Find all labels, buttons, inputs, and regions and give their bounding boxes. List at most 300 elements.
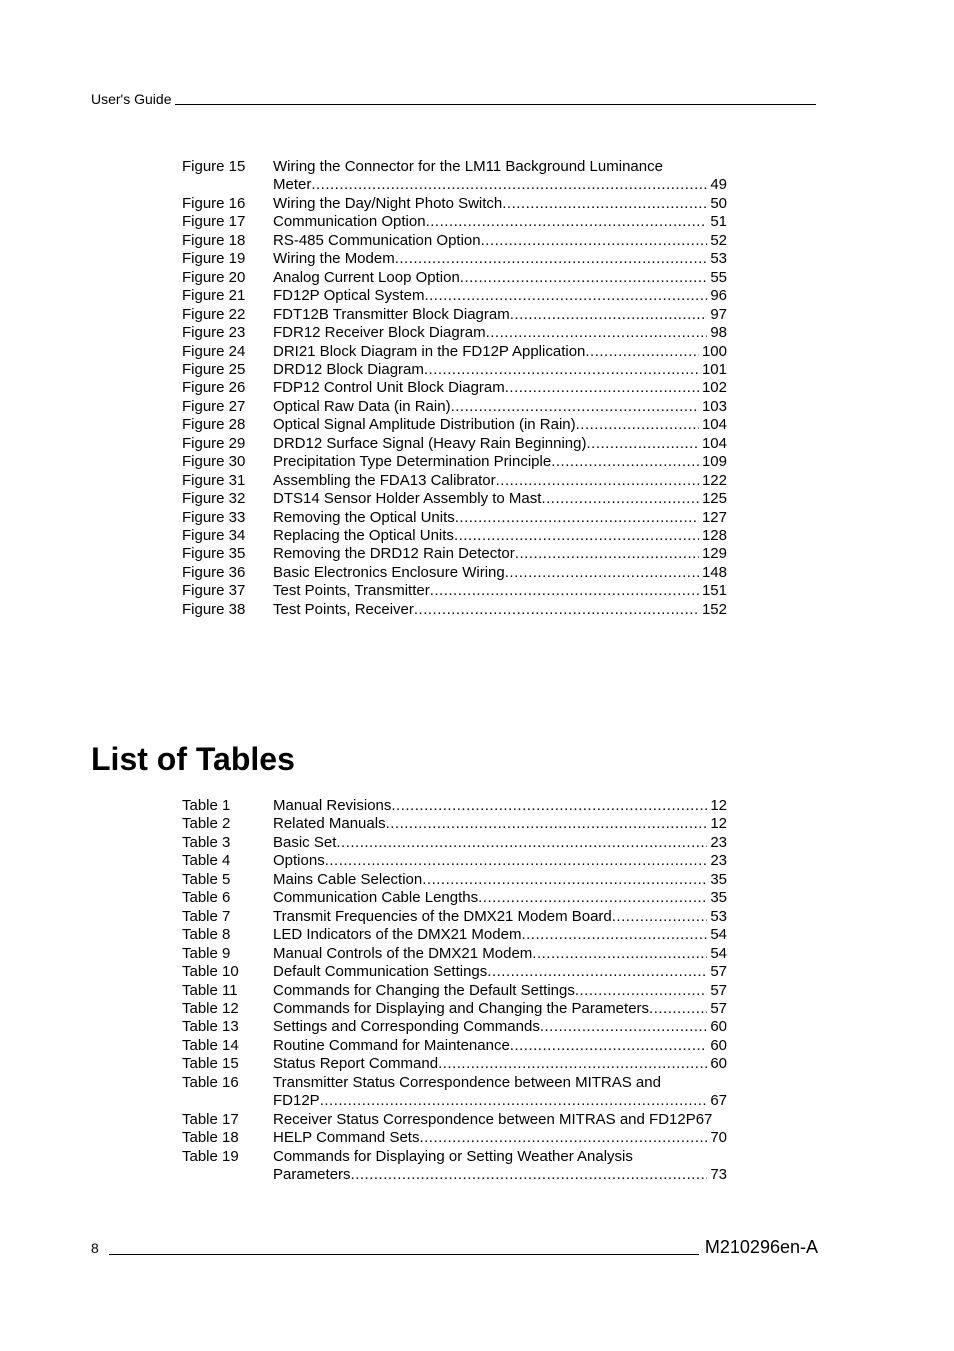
- entry-title: DRD12 Surface Signal (Heavy Rain Beginning): [273, 434, 587, 452]
- entry-line: [273, 889, 727, 907]
- entry-page: 60: [710, 1018, 727, 1036]
- entry-number: Table 2: [182, 815, 231, 833]
- entry-page: 152: [701, 600, 727, 618]
- dot-leader: [521, 926, 707, 944]
- entry-line: [273, 908, 727, 926]
- entry-line: [273, 545, 727, 563]
- entry-number: Figure 29: [182, 434, 246, 452]
- entry-number: Figure 38: [182, 600, 246, 618]
- entry-number: Table 7: [182, 907, 231, 925]
- entry-body: [273, 1018, 727, 1036]
- figure-entry[interactable]: [182, 195, 727, 213]
- table-entry[interactable]: [182, 1111, 727, 1129]
- entry-page: 57: [710, 999, 727, 1017]
- entry-page: 128: [701, 527, 727, 545]
- entry-body: [273, 343, 727, 361]
- entry-body: [273, 287, 727, 305]
- entry-title: HELP Command Sets: [273, 1129, 420, 1147]
- entry-page: 35: [710, 889, 727, 907]
- entry-title: Removing the Optical Units: [273, 508, 455, 526]
- entry-line: [273, 306, 727, 324]
- dot-leader: [455, 509, 699, 527]
- entry-page: 67: [710, 1092, 727, 1110]
- entry-title: Optical Signal Amplitude Distribution (in Rain): [273, 416, 576, 434]
- entry-title: DTS14 Sensor Holder Assembly to Mast: [273, 490, 542, 508]
- entry-title: Communication Option: [273, 213, 426, 231]
- entry-title: Transmit Frequencies of the DMX21 Modem Board: [273, 907, 612, 925]
- list-of-tables-heading: List of Tables: [91, 741, 295, 777]
- entry-page: 98: [710, 324, 727, 342]
- entry-page: 53: [710, 907, 727, 925]
- entry-line: [273, 797, 727, 815]
- entry-number: Figure 37: [182, 582, 246, 600]
- entry-body: [273, 1148, 727, 1185]
- entry-number: Table 6: [182, 889, 231, 907]
- entry-number: Figure 17: [182, 213, 246, 231]
- entry-number: Table 13: [182, 1018, 239, 1036]
- entry-number: Table 9: [182, 944, 231, 962]
- entry-page: 67: [695, 1110, 713, 1128]
- table-entry[interactable]: [182, 982, 727, 1000]
- entry-page: 101: [701, 360, 727, 378]
- entry-body: [273, 250, 727, 268]
- entry-number: Table 5: [182, 870, 231, 888]
- entry-page: 52: [710, 231, 727, 249]
- dot-leader: [419, 1129, 707, 1147]
- figure-entry[interactable]: [182, 361, 727, 379]
- figure-entry[interactable]: [182, 232, 727, 250]
- entry-body: [273, 852, 727, 870]
- entry-title: Options: [273, 852, 325, 870]
- entry-page: 49: [710, 176, 727, 194]
- entry-body: [273, 472, 727, 490]
- entry-line: [273, 1074, 727, 1092]
- figure-entry[interactable]: [182, 490, 727, 508]
- entry-body: [273, 963, 727, 981]
- entry-line: [273, 269, 727, 287]
- entry-line: [273, 926, 727, 944]
- entry-title: DRD12 Block Diagram: [273, 360, 424, 378]
- entry-number: Figure 24: [182, 342, 246, 360]
- entry-line: [273, 176, 727, 194]
- entry-title: FD12P Optical System: [273, 287, 425, 305]
- dot-leader: [496, 472, 699, 490]
- dot-leader: [551, 453, 699, 471]
- entry-body: [273, 1000, 727, 1018]
- figure-entry[interactable]: [182, 306, 727, 324]
- entry-page: 100: [701, 342, 727, 360]
- entry-line: [273, 871, 727, 889]
- table-entry[interactable]: [182, 797, 727, 815]
- table-entry[interactable]: [182, 963, 727, 981]
- entry-page: 12: [710, 797, 727, 814]
- entry-body: [273, 1055, 727, 1073]
- entry-title: Basic Electronics Enclosure Wiring: [273, 563, 505, 581]
- entry-line: [273, 343, 727, 361]
- entry-number: Table 15: [182, 1055, 239, 1073]
- entry-number: Figure 23: [182, 324, 246, 342]
- entry-number: Figure 31: [182, 471, 246, 489]
- entry-body: [273, 435, 727, 453]
- entry-body: [273, 945, 727, 963]
- entry-line: [273, 1111, 727, 1129]
- dot-leader: [430, 582, 699, 600]
- figure-entry[interactable]: [182, 582, 727, 600]
- entry-title: Wiring the Day/Night Photo Switch: [273, 194, 503, 212]
- entry-page: 129: [701, 545, 727, 563]
- dot-leader: [424, 287, 707, 305]
- entry-number: Figure 30: [182, 453, 246, 471]
- entry-body: [273, 582, 727, 600]
- table-entry[interactable]: [182, 1074, 727, 1111]
- table-entry[interactable]: [182, 1000, 727, 1018]
- header-rule: [175, 104, 816, 105]
- entry-page: 54: [710, 926, 727, 944]
- page-number: 8: [91, 1240, 99, 1256]
- entry-page: 35: [710, 870, 727, 888]
- entry-title: Related Manuals: [273, 815, 386, 833]
- entry-page: 104: [701, 434, 727, 452]
- figure-entry[interactable]: [182, 545, 727, 563]
- entry-page: 60: [710, 1055, 727, 1073]
- entry-page: 53: [710, 250, 727, 268]
- entry-line: [273, 287, 727, 305]
- entry-title-continued: FD12P: [273, 1092, 320, 1110]
- table-entry[interactable]: [182, 1037, 727, 1055]
- entry-title: Basic Set: [273, 833, 337, 851]
- entry-page: 57: [710, 963, 727, 981]
- figure-entry[interactable]: [182, 343, 727, 361]
- figure-entry[interactable]: [182, 158, 727, 195]
- entry-title: Communication Cable Lengths: [273, 889, 479, 907]
- entry-body: [273, 416, 727, 434]
- dot-leader: [486, 324, 708, 342]
- entry-line: [273, 453, 727, 471]
- table-entry[interactable]: [182, 1055, 727, 1073]
- entry-number: Table 12: [182, 999, 239, 1017]
- entry-line: [273, 1000, 727, 1018]
- entry-line: [273, 158, 727, 176]
- entry-body: [273, 1129, 727, 1147]
- entry-title: Settings and Corresponding Commands: [273, 1018, 540, 1036]
- entry-page: 97: [710, 305, 727, 323]
- figure-entry[interactable]: [182, 398, 727, 416]
- entry-line: [273, 564, 727, 582]
- figure-entry[interactable]: [182, 509, 727, 527]
- entry-title: Precipitation Type Determination Principle: [273, 453, 552, 471]
- entry-line: [273, 852, 727, 870]
- entry-number: Figure 33: [182, 508, 246, 526]
- dot-leader: [515, 545, 699, 563]
- entry-title: Wiring the Modem: [273, 250, 395, 268]
- entry-number: Figure 27: [182, 397, 246, 415]
- table-entry[interactable]: [182, 926, 727, 944]
- dot-leader: [426, 213, 708, 231]
- entry-number: Figure 36: [182, 563, 246, 581]
- entry-line: [273, 1018, 727, 1036]
- entry-number: Figure 15: [182, 158, 246, 175]
- entry-body: [273, 324, 727, 342]
- entry-page: 102: [701, 379, 727, 397]
- figure-entry[interactable]: [182, 379, 727, 397]
- entry-line: [273, 435, 727, 453]
- entry-body: [273, 871, 727, 889]
- entry-line: [273, 945, 727, 963]
- entry-number: Table 11: [182, 981, 238, 999]
- entry-body: [273, 564, 727, 582]
- dot-leader: [325, 852, 708, 870]
- page-header: [91, 90, 816, 108]
- entry-page: 104: [701, 416, 727, 434]
- table-entry[interactable]: [182, 1148, 727, 1185]
- entry-body: [273, 379, 727, 397]
- entry-number: Figure 32: [182, 490, 246, 508]
- entry-body: [273, 815, 727, 833]
- dot-leader: [576, 416, 699, 434]
- entry-body: [273, 232, 727, 250]
- entry-title: Routine Command for Maintenance: [273, 1036, 510, 1054]
- entry-number: Table 19: [182, 1147, 239, 1165]
- entry-body: [273, 509, 727, 527]
- entry-number: Table 1: [182, 797, 231, 814]
- entry-body: [273, 490, 727, 508]
- dot-leader: [541, 490, 699, 508]
- table-entry[interactable]: [182, 871, 727, 889]
- dot-leader: [391, 797, 707, 815]
- figure-entry[interactable]: [182, 527, 727, 545]
- entry-page: 148: [701, 563, 727, 581]
- entry-line: [273, 213, 727, 231]
- entry-body: [273, 926, 727, 944]
- dot-leader: [532, 945, 707, 963]
- entry-body: [273, 545, 727, 563]
- table-entry[interactable]: [182, 834, 727, 852]
- dot-leader: [311, 176, 707, 194]
- dot-leader: [424, 361, 699, 379]
- table-entry[interactable]: [182, 908, 727, 926]
- dot-leader: [454, 527, 699, 545]
- table-entry[interactable]: [182, 1129, 727, 1147]
- entry-line: [273, 361, 727, 379]
- dot-leader: [481, 232, 708, 250]
- entry-title: LED Indicators of the DMX21 Modem: [273, 926, 522, 944]
- entry-page: 70: [710, 1129, 727, 1147]
- footer-rule: [109, 1254, 699, 1255]
- entry-body: [273, 1074, 727, 1111]
- figure-entry[interactable]: [182, 287, 727, 305]
- entry-title: Receiver Status Correspondence between MITRAS and FD12P: [273, 1110, 696, 1128]
- entry-number: Table 17: [182, 1110, 239, 1128]
- entry-number: Table 8: [182, 926, 231, 944]
- entry-title: Commands for Displaying or Setting Weather Analysis: [273, 1147, 633, 1165]
- list-of-tables: [182, 797, 727, 1184]
- entry-line: [273, 509, 727, 527]
- dot-leader: [460, 269, 708, 287]
- dot-leader: [414, 601, 699, 619]
- entry-line: [273, 982, 727, 1000]
- dot-leader: [422, 871, 707, 889]
- figure-entry[interactable]: [182, 416, 727, 434]
- dot-leader: [585, 343, 699, 361]
- entry-body: [273, 398, 727, 416]
- dot-leader: [438, 1055, 707, 1073]
- entry-line: [273, 416, 727, 434]
- entry-line: [273, 1166, 727, 1184]
- entry-body: [273, 269, 727, 287]
- dot-leader: [395, 250, 708, 268]
- entry-title: Mains Cable Selection: [273, 870, 423, 888]
- table-entry[interactable]: [182, 1018, 727, 1036]
- entry-body: [273, 158, 727, 195]
- dot-leader: [336, 834, 707, 852]
- entry-body: [273, 982, 727, 1000]
- table-entry[interactable]: [182, 852, 727, 870]
- entry-line: [273, 398, 727, 416]
- dot-leader: [510, 1037, 708, 1055]
- table-entry[interactable]: [182, 945, 727, 963]
- entry-page: 96: [710, 287, 727, 305]
- entry-page: 103: [701, 397, 727, 415]
- entry-page: 23: [710, 852, 727, 870]
- entry-title: Test Points, Transmitter: [273, 582, 430, 600]
- entry-body: [273, 889, 727, 907]
- table-entry[interactable]: [182, 815, 727, 833]
- entry-number: Table 18: [182, 1129, 239, 1147]
- entry-page: 60: [710, 1036, 727, 1054]
- entry-number: Figure 19: [182, 250, 246, 268]
- dot-leader: [510, 306, 708, 324]
- entry-title-continued: Parameters: [273, 1166, 351, 1184]
- dot-leader: [587, 435, 699, 453]
- entry-title: FDP12 Control Unit Block Diagram: [273, 379, 505, 397]
- entry-title: Test Points, Receiver: [273, 600, 414, 618]
- entry-title: DRI21 Block Diagram in the FD12P Application: [273, 342, 586, 360]
- dot-leader: [575, 982, 707, 1000]
- dot-leader: [478, 889, 707, 907]
- dot-leader: [505, 564, 699, 582]
- entry-number: Figure 26: [182, 379, 246, 397]
- entry-page: 54: [710, 944, 727, 962]
- dot-leader: [505, 379, 699, 397]
- dot-leader: [649, 1000, 707, 1018]
- entry-number: Figure 18: [182, 231, 246, 249]
- entry-number: Table 4: [182, 852, 231, 870]
- entry-body: [273, 213, 727, 231]
- entry-title-continued: Meter: [273, 176, 312, 194]
- entry-page: 122: [701, 471, 727, 489]
- entry-page: 55: [710, 268, 727, 286]
- dot-leader: [487, 963, 707, 981]
- entry-page: 127: [701, 508, 727, 526]
- entry-body: [273, 306, 727, 324]
- entry-page: 12: [710, 815, 727, 833]
- figure-entry[interactable]: [182, 453, 727, 471]
- figure-entry[interactable]: [182, 250, 727, 268]
- entry-body: [273, 834, 727, 852]
- dot-leader: [351, 1166, 708, 1184]
- entry-line: [273, 250, 727, 268]
- page-footer: [91, 1236, 818, 1258]
- entry-body: [273, 527, 727, 545]
- entry-title: Commands for Displaying and Changing the Parameters: [273, 999, 650, 1017]
- entry-title: Replacing the Optical Units: [273, 527, 454, 545]
- entry-body: [273, 195, 727, 213]
- entry-body: [273, 797, 727, 815]
- entry-page: 73: [710, 1166, 727, 1184]
- dot-leader: [502, 195, 707, 213]
- dot-leader: [540, 1018, 707, 1036]
- entry-page: 51: [710, 213, 727, 231]
- entry-line: [273, 1129, 727, 1147]
- entry-page: 125: [701, 490, 727, 508]
- entry-body: [273, 1037, 727, 1055]
- figure-entry[interactable]: [182, 324, 727, 342]
- entry-line: [273, 472, 727, 490]
- figure-entry[interactable]: [182, 564, 727, 582]
- figure-entry[interactable]: [182, 435, 727, 453]
- entry-page: 23: [710, 833, 727, 851]
- entry-number: Table 14: [182, 1036, 239, 1054]
- entry-line: [273, 815, 727, 833]
- entry-line: [273, 1092, 727, 1110]
- entry-title: RS-485 Communication Option: [273, 231, 481, 249]
- entry-line: [273, 1037, 727, 1055]
- entry-title: Manual Revisions: [273, 797, 392, 814]
- figure-entry[interactable]: [182, 601, 727, 619]
- entry-number: Figure 28: [182, 416, 246, 434]
- figure-entry[interactable]: [182, 269, 727, 287]
- entry-body: [273, 453, 727, 471]
- entry-number: Figure 35: [182, 545, 246, 563]
- entry-line: [273, 834, 727, 852]
- entry-line: [273, 232, 727, 250]
- entry-line: [273, 1148, 727, 1166]
- entry-line: [273, 490, 727, 508]
- entry-page: 57: [710, 981, 727, 999]
- entry-title: Analog Current Loop Option: [273, 268, 460, 286]
- entry-line: [273, 195, 727, 213]
- figure-entry[interactable]: [182, 213, 727, 231]
- entry-number: Figure 25: [182, 360, 246, 378]
- entry-number: Figure 21: [182, 287, 246, 305]
- header-title: User's Guide: [91, 91, 172, 107]
- dot-leader: [612, 908, 708, 926]
- entry-title: Removing the DRD12 Rain Detector: [273, 545, 515, 563]
- entry-page: 109: [701, 453, 727, 471]
- table-entry[interactable]: [182, 889, 727, 907]
- entry-body: [273, 601, 727, 619]
- entry-number: Table 16: [182, 1073, 239, 1091]
- entry-line: [273, 527, 727, 545]
- entry-number: Table 3: [182, 833, 231, 851]
- entry-title: Optical Raw Data (in Rain): [273, 397, 451, 415]
- entry-line: [273, 601, 727, 619]
- entry-title: Commands for Changing the Default Settings: [273, 981, 575, 999]
- entry-body: [273, 361, 727, 379]
- dot-leader: [320, 1092, 708, 1110]
- entry-title: Wiring the Connector for the LM11 Background Luminance: [273, 158, 663, 175]
- entry-title: Assembling the FDA13 Calibrator: [273, 471, 496, 489]
- dot-leader: [386, 815, 708, 833]
- entry-line: [273, 324, 727, 342]
- dot-leader: [451, 398, 699, 416]
- entry-body: [273, 908, 727, 926]
- entry-line: [273, 379, 727, 397]
- entry-number: Table 10: [182, 963, 239, 981]
- figure-entry[interactable]: [182, 472, 727, 490]
- entry-title: Default Communication Settings: [273, 963, 488, 981]
- entry-title: Transmitter Status Correspondence between MITRAS and: [273, 1073, 661, 1091]
